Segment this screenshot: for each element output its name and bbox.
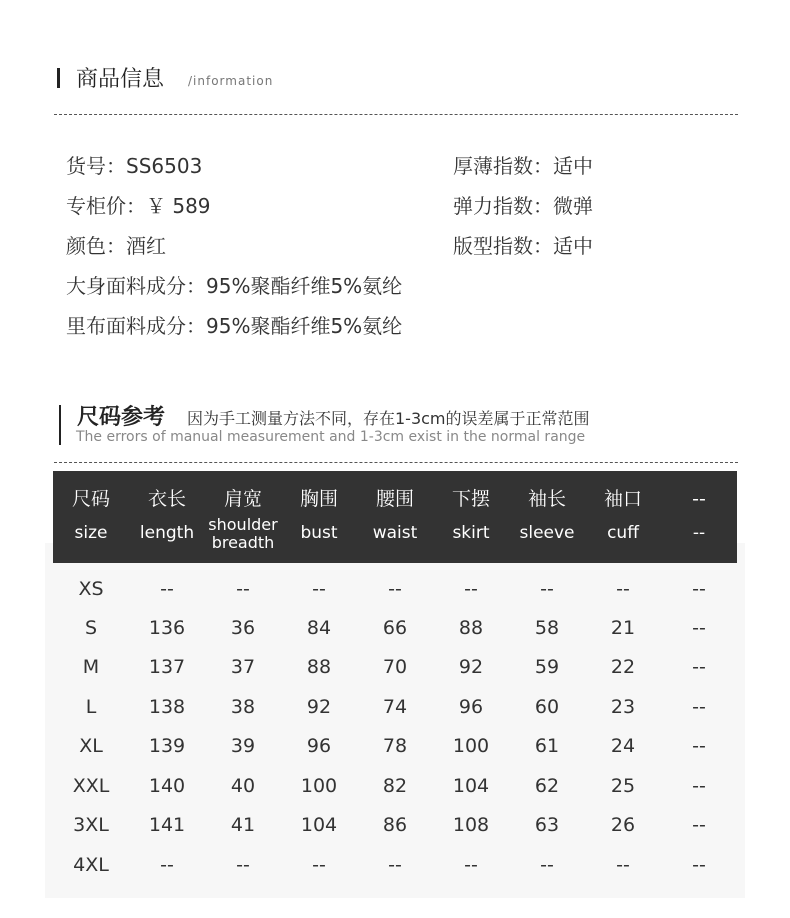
table-cell: 92 bbox=[458, 656, 484, 678]
table-cell: 108 bbox=[452, 814, 490, 836]
table-cell: 139 bbox=[148, 735, 186, 757]
info-label: 版型指数： bbox=[453, 234, 553, 258]
table-cell: -- bbox=[312, 854, 326, 876]
header-label-zh: 尺码 bbox=[71, 488, 110, 510]
table-cell: -- bbox=[464, 578, 478, 600]
table-cell: 61 bbox=[534, 735, 560, 757]
table-cell: 22 bbox=[610, 656, 636, 678]
measurement-note: 因为手工测量方法不同，存在1-3cm的误差属于正常范围 bbox=[187, 409, 590, 428]
info-label: 专柜价： bbox=[66, 194, 146, 218]
table-cell: 38 bbox=[230, 696, 256, 718]
size-label-cell: 4XL bbox=[73, 854, 109, 876]
table-cell: -- bbox=[540, 578, 554, 600]
table-cell: 84 bbox=[306, 617, 332, 639]
size-label-cell: S bbox=[84, 617, 98, 639]
table-cell: 138 bbox=[148, 696, 186, 718]
table-cell: 96 bbox=[458, 696, 484, 718]
info-item-price bbox=[66, 190, 211, 219]
table-row bbox=[53, 652, 737, 682]
table-cell: -- bbox=[388, 578, 402, 600]
size-table-header bbox=[53, 471, 737, 563]
header-label-en: -- bbox=[692, 523, 706, 543]
table-cell: 104 bbox=[300, 814, 338, 836]
header-label-en: shoulder breadth bbox=[208, 515, 278, 552]
header-label-zh: 腰围 bbox=[375, 488, 414, 510]
header-label-zh: -- bbox=[692, 488, 706, 510]
header-label-zh: 袖长 bbox=[527, 488, 566, 510]
info-item-thickness bbox=[453, 150, 593, 179]
info-item-elasticity bbox=[453, 190, 593, 219]
table-cell: 37 bbox=[230, 656, 256, 678]
table-cell: 86 bbox=[382, 814, 408, 836]
section-marker-bar bbox=[59, 405, 61, 445]
table-cell: -- bbox=[692, 854, 706, 876]
table-row bbox=[53, 850, 737, 880]
section-marker-bar bbox=[57, 68, 60, 88]
table-cell: 26 bbox=[610, 814, 636, 836]
info-value: 95%聚酯纤维5%氨纶 bbox=[206, 314, 403, 338]
table-cell: 100 bbox=[300, 775, 338, 797]
header-label-en: waist bbox=[372, 523, 418, 543]
table-cell: 23 bbox=[610, 696, 636, 718]
header-label-zh: 胸围 bbox=[299, 488, 338, 510]
table-cell: 58 bbox=[534, 617, 560, 639]
info-item-color bbox=[66, 230, 166, 259]
info-label: 颜色： bbox=[66, 234, 126, 258]
table-cell: 137 bbox=[148, 656, 186, 678]
table-cell: 82 bbox=[382, 775, 408, 797]
table-row bbox=[53, 692, 737, 722]
table-cell: -- bbox=[692, 696, 706, 718]
table-cell: 88 bbox=[306, 656, 332, 678]
table-cell: 141 bbox=[148, 814, 186, 836]
size-label-cell: XXL bbox=[72, 775, 110, 797]
table-row bbox=[53, 731, 737, 761]
info-label: 弹力指数： bbox=[453, 194, 553, 218]
table-cell: 92 bbox=[306, 696, 332, 718]
header-label-zh: 衣长 bbox=[147, 488, 186, 510]
table-cell: -- bbox=[616, 578, 630, 600]
header-label-en: sleeve bbox=[519, 523, 575, 543]
table-cell: 24 bbox=[610, 735, 636, 757]
info-value: 酒红 bbox=[126, 234, 166, 258]
table-cell: -- bbox=[312, 578, 326, 600]
table-cell: -- bbox=[160, 578, 174, 600]
table-cell: -- bbox=[388, 854, 402, 876]
header-label-en: bust bbox=[300, 523, 338, 543]
info-label: 货号： bbox=[66, 154, 126, 178]
info-item-shell-fabric bbox=[66, 270, 402, 299]
table-cell: 21 bbox=[610, 617, 636, 639]
table-cell: 78 bbox=[382, 735, 408, 757]
info-item-sku bbox=[66, 150, 202, 179]
table-cell: -- bbox=[236, 854, 250, 876]
table-cell: -- bbox=[540, 854, 554, 876]
table-cell: 104 bbox=[452, 775, 490, 797]
info-label: 大身面料成分： bbox=[66, 274, 206, 298]
dashed-divider bbox=[54, 114, 738, 115]
header-label-en: cuff bbox=[607, 523, 639, 543]
info-label: 里布面料成分： bbox=[66, 314, 206, 338]
table-cell: 63 bbox=[534, 814, 560, 836]
info-item-fit bbox=[453, 230, 593, 259]
table-cell: 88 bbox=[458, 617, 484, 639]
table-cell: 74 bbox=[382, 696, 408, 718]
info-value: ￥ 589 bbox=[146, 194, 211, 218]
info-label: 厚薄指数： bbox=[453, 154, 553, 178]
size-label-cell: XS bbox=[78, 578, 104, 600]
table-cell: 70 bbox=[382, 656, 408, 678]
table-cell: -- bbox=[236, 578, 250, 600]
table-cell: 40 bbox=[230, 775, 256, 797]
table-cell: 39 bbox=[230, 735, 256, 757]
table-cell: 66 bbox=[382, 617, 408, 639]
header-label-en: length bbox=[139, 523, 195, 543]
table-cell: -- bbox=[692, 814, 706, 836]
info-value: SS6503 bbox=[126, 154, 203, 178]
table-cell: -- bbox=[692, 617, 706, 639]
table-cell: -- bbox=[464, 854, 478, 876]
size-label-cell: XL bbox=[79, 735, 103, 757]
table-cell: 62 bbox=[534, 775, 560, 797]
dashed-divider bbox=[54, 462, 738, 463]
info-value: 微弹 bbox=[553, 194, 593, 218]
table-cell: 96 bbox=[306, 735, 332, 757]
table-row bbox=[53, 574, 737, 604]
header-label-en: size bbox=[74, 523, 108, 543]
table-row bbox=[53, 613, 737, 643]
table-cell: -- bbox=[692, 735, 706, 757]
table-cell: -- bbox=[692, 775, 706, 797]
info-value: 95%聚酯纤维5%氨纶 bbox=[206, 274, 403, 298]
header-label-zh: 肩宽 bbox=[223, 488, 262, 510]
table-cell: -- bbox=[616, 854, 630, 876]
info-value: 适中 bbox=[553, 234, 593, 258]
table-cell: 59 bbox=[534, 656, 560, 678]
size-reference-title: 尺码参考 bbox=[77, 405, 166, 430]
header-label-en: skirt bbox=[452, 523, 490, 543]
table-cell: -- bbox=[692, 656, 706, 678]
table-cell: 41 bbox=[230, 814, 256, 836]
table-cell: 36 bbox=[230, 617, 256, 639]
header-label-zh: 下摆 bbox=[451, 488, 490, 510]
table-cell: 60 bbox=[534, 696, 560, 718]
measurement-note-english: The errors of manual measurement and 1-3cm exist in the normal range bbox=[76, 429, 586, 445]
table-cell: 140 bbox=[148, 775, 186, 797]
header-label-zh: 袖口 bbox=[603, 488, 642, 510]
size-label-cell: L bbox=[85, 696, 97, 718]
product-info-title: 商品信息 bbox=[76, 67, 165, 92]
size-label-cell: 3XL bbox=[73, 814, 109, 836]
table-row bbox=[53, 810, 737, 840]
size-label-cell: M bbox=[82, 656, 100, 678]
table-cell: -- bbox=[692, 578, 706, 600]
info-item-lining-fabric bbox=[66, 310, 402, 339]
table-cell: -- bbox=[160, 854, 174, 876]
product-info-subtitle: /information bbox=[188, 74, 274, 88]
table-cell: 136 bbox=[148, 617, 186, 639]
table-row bbox=[53, 771, 737, 801]
table-cell: 25 bbox=[610, 775, 636, 797]
table-cell: 100 bbox=[452, 735, 490, 757]
info-value: 适中 bbox=[553, 154, 593, 178]
